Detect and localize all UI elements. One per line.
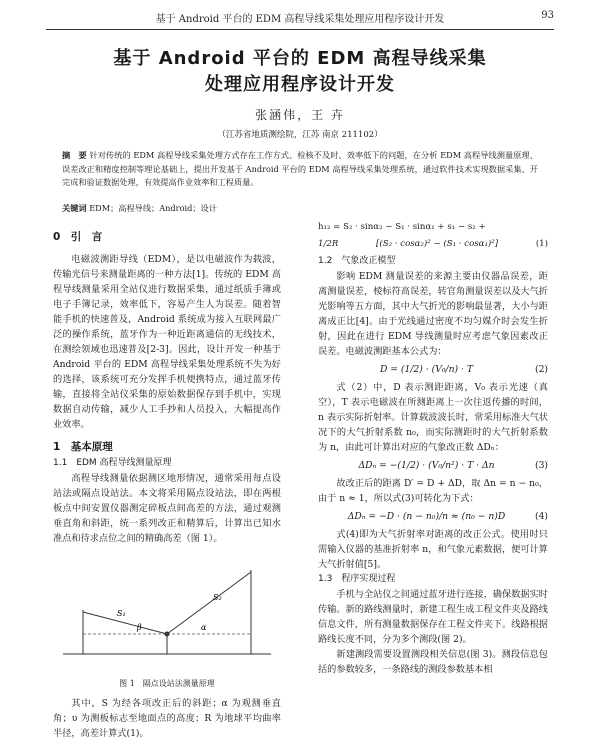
page-number: 93: [541, 10, 554, 21]
equation-3: [318, 458, 548, 473]
equation-1-prefix: 1/2R: [318, 239, 339, 249]
section-0-heading: 0 引 言: [53, 231, 103, 243]
equation-2: [318, 362, 548, 377]
keywords-label: 关键词: [62, 203, 87, 213]
equation-2-expr: D = (1/2) · (V₀/n) · T: [379, 364, 473, 375]
figure-label-s2: S₂: [213, 593, 222, 602]
section-1-2-paragraph-2: 式（2）中，D 表示测距距离，V₀ 表示光速（真空），T 表示电磁波在所测距离上一次往返传播的时间，n 表示实际折射率。计算载波波长时，常采用标准大气状况下的大气折射系数 n₀，而实际测距时的大气折射系数为 n，由此可计算出对应的气象改正数 ΔDₙ：: [318, 382, 548, 453]
section-1-1-heading: 1.1 EDM 高程导线测量原理: [53, 458, 172, 468]
running-head-text: 基于 Android 平台的 EDM 高程导线采集处理应用程序设计开发: [155, 14, 445, 25]
equation-1-line2: [318, 237, 548, 251]
running-head: [0, 10, 600, 26]
section-0-paragraph: 电磁波测距导线（EDM），是以电磁波作为载波，传输光信号来测量距离的一种方法[1]。传统的 EDM 高程导线测量采用全站仪进行数据采集，通过纸质手簿或电子手簿记录，效率低下，容易产生人为误差。随着智能手机的快速普及，Android 系统成为接入互联网最广泛的操作系统，蓝牙作为一种近距离通信的无线技术，在测绘领域也迅速普及[2-3]。因此，设计开发一种基于 Android 平台的 EDM 高程导线采集处理系统不失为好的选择，该系统可充分发挥手机便携特点，通过蓝牙传输，直接将全站仪采集的原始数据保存到手机中，实现数据自动传输，减少人工手抄和人员投入，大幅提高作业效率。: [53, 254, 281, 430]
equation-1-number: (1): [535, 239, 548, 249]
authors: 张涵伟，王 卉: [255, 108, 345, 122]
affiliation: （江苏省地质测绘院，江苏 南京 211102）: [217, 130, 383, 140]
abstract-text: 针对传统的 EDM 高程导线采集处理方式存在工作方式、检核不及时、效率低下的问题，在分析 EDM 高程导线测量原理、误差改正和精度控制等理论基础上，提出开发基于 Android 平台的 EDM 高程导线采集处理系统，通过软件技术实现数据采集、开完成和验证数据处理，有效提高作业效率和工程质量。: [62, 150, 538, 187]
equation-3-expr: ΔDₙ = −(1/2) · (V₀/n²) · T · Δn: [358, 460, 495, 471]
after-figure-paragraph: 其中，S 为经各项改正后的斜距；α 为观测垂直角；υ 为测板标志至地面点的高度；R 为地球平均曲率半径，高差计算式(1)。: [53, 698, 281, 739]
equation-3-number: (3): [534, 460, 548, 471]
abstract: [62, 149, 538, 190]
figure-label-s1: S₁: [117, 609, 126, 618]
figure-1-diagram: [53, 550, 281, 674]
header-rule: [46, 29, 554, 30]
equation-1-line1: h₁₂ = S₂ · sinα₂ − S₁ · sinα₁ + s₁ − s₂ +: [318, 222, 486, 232]
figure-label-a: α: [201, 623, 207, 632]
abstract-label: 摘 要: [62, 150, 87, 160]
keywords-text: EDM；高程导线；Android；设计: [89, 203, 217, 213]
figure-label-b: β: [137, 623, 142, 632]
paper-title-line1: 基于 Android 平台的 EDM 高程导线采集: [113, 48, 487, 69]
left-column: [53, 228, 281, 741]
equation-4: [318, 509, 548, 524]
sight-line-fore: [167, 572, 251, 634]
figure-1-caption: 图 1 隔点设站法测量原理: [119, 679, 215, 688]
keywords: [62, 203, 538, 214]
right-column: [318, 220, 548, 677]
figure-1: [53, 550, 281, 676]
paper-title-line2: 处理应用程序设计开发: [205, 74, 395, 95]
section-1-2-paragraph-4: 式(4)即为大气折射率对距离的改正公式。使用时只需输入仪器的基准折射率 n，和气象元素数据，便可计算大气折射值[5]。: [318, 529, 548, 570]
equation-2-number: (2): [534, 364, 548, 375]
section-1-3-paragraph-1: 手机与全站仪之间通过蓝牙进行连接，确保数据实时传输。新的路线测量时，新建工程生成工程文件夹及路线信息文件，所有测量数据保存在工程文件夹下。线路根据路线长度不同，分为多个测段(图 2)。: [318, 589, 548, 645]
section-1-1-paragraph: 高程导线测量依据测区地形情况，通常采用每点设站法或隔点设站法。本文将采用隔点设站法，即在两根板点中间安置仪器测定碎板点间高差的方法，通过观测垂直角和斜距，统一系列改正和精算后，计算出已知水准点和待求点位之间的精确高差（图 1）。: [53, 473, 281, 544]
section-1-2-paragraph-3: 故改正后的距离 D′ = D + ΔD，取 Δn = n − n₀，由于 n ≈ 1，所以式(3)可转化为下式：: [318, 478, 548, 504]
equation-4-number: (4): [534, 511, 548, 522]
section-1-2-heading: 1.2 气象改正模型: [318, 256, 396, 266]
equation-1-expr: [(S₂ · cosα₂)² − (S₁ · cosα₁)²]: [376, 239, 499, 249]
section-1-heading: 1 基本原理: [53, 441, 113, 453]
section-1-3-paragraph-2: 新建测段需要设置测段相关信息(图 3)。测段信息包括的参数较多，一条路线的测段参数基本相: [318, 649, 548, 675]
section-1-2-paragraph-1: 影响 EDM 测量误差的来源主要由仪器品误差，距离测量误差，棱标符高误差，转官角测量误差以及大气折光影响等五方面，其中大气折光的影响最显著，大小与距离成正比[4]。由于光线通过密度不均匀媒介时会发生折射，因此在进行 EDM 导线测量时应考虑气象因素改正误差。电磁波测距基本公式为：: [318, 271, 548, 357]
equation-4-expr: ΔDₙ = −D · (n − n₀)/n ≈ (n₀ − n)D: [347, 511, 506, 522]
section-1-3-heading: 1.3 程序实现过程: [318, 574, 396, 584]
